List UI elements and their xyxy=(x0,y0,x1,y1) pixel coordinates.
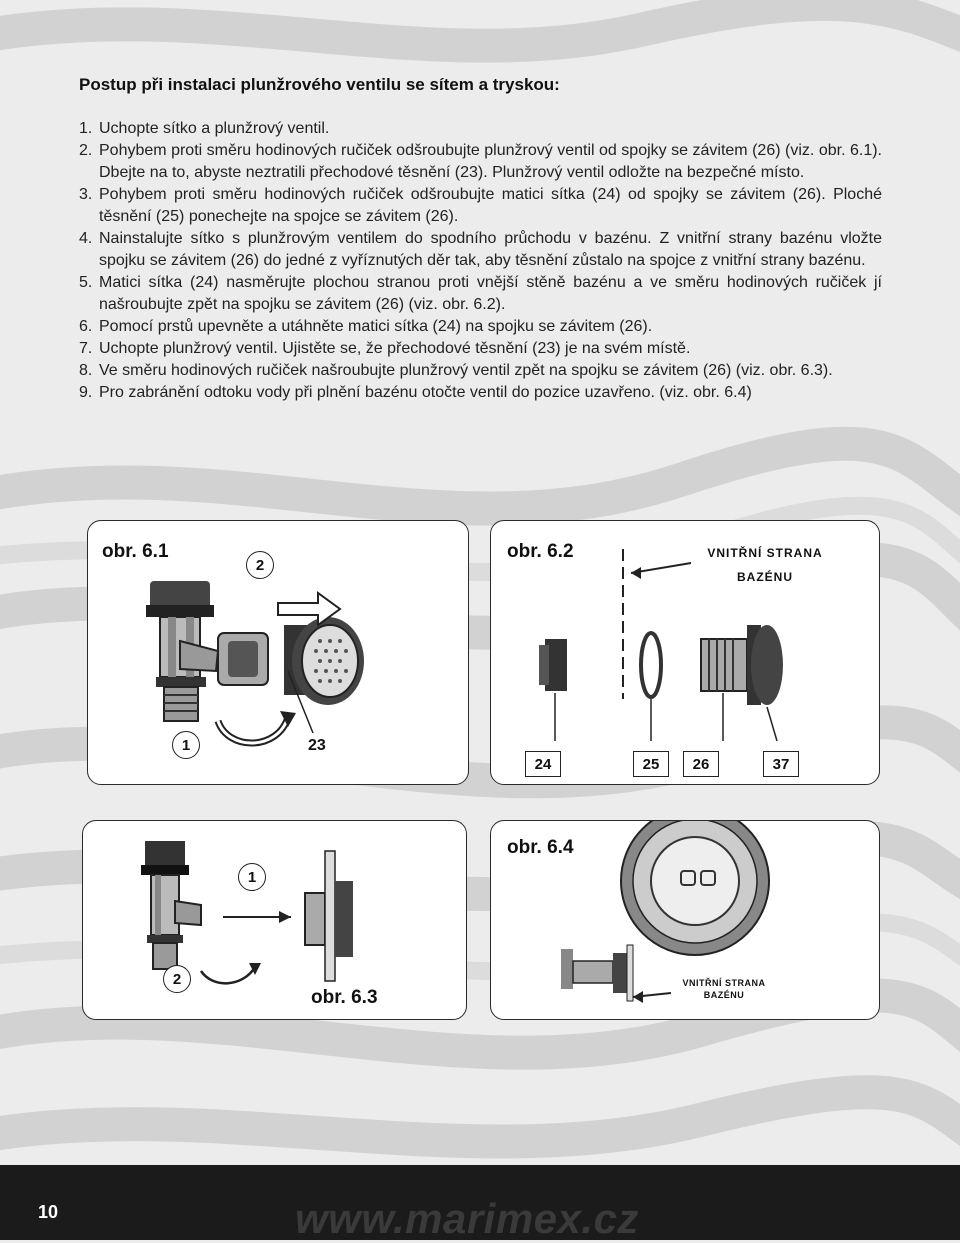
step-item: 2. Pohybem proti směru hodinových ručiček odšroubujte plunžrový ventil od spojky se závitem (26) (viz. obr. 6.1). Dbejte na to, abyste neztratili přechodové těsnění (23). Plunžrový ventil odložte na bezpečné místo. xyxy=(79,142,882,181)
figure-label: obr. 6.4 xyxy=(507,837,574,858)
part-number-box: 26 xyxy=(683,751,719,777)
pool-inner-side-label: VNITŘNÍ STRANA BAZÉNU xyxy=(707,546,823,584)
figure-label: obr. 6.1 xyxy=(102,541,169,562)
figure-label: obr. 6.2 xyxy=(507,541,574,562)
figure-6-1 xyxy=(87,520,469,785)
step-item: 9. Pro zabránění odtoku vody při plnění bazénu otočte ventil do pozice uzavřeno. (viz. obr. 6.4) xyxy=(79,384,752,401)
website-url: www.marimex.cz xyxy=(295,1195,639,1242)
part-number-box: 37 xyxy=(763,751,799,777)
part-number-box: 24 xyxy=(525,751,561,777)
page-footer xyxy=(0,1165,960,1240)
part-number: 23 xyxy=(308,737,326,754)
step-number-badge: 2 xyxy=(246,551,274,579)
step-number-badge: 2 xyxy=(163,965,191,993)
step-number-badge: 1 xyxy=(172,731,200,759)
step-item: 7. Uchopte plunžrový ventil. Ujistěte se, že přechodové těsnění (23) je na svém místě. xyxy=(79,340,691,357)
pool-inner-side-label: VNITŘNÍ STRANA BAZÉNU xyxy=(682,978,766,1000)
step-item: 1. Uchopte sítko a plunžrový ventil. xyxy=(79,120,330,137)
installation-steps xyxy=(79,118,882,404)
page-number: 10 xyxy=(38,1202,59,1222)
part-number-box: 25 xyxy=(633,751,669,777)
step-item: 8. Ve směru hodinových ručiček našroubujte plunžrový ventil zpět na spojku se závitem (26) (viz. obr. 6.3). xyxy=(79,362,833,379)
figure-6-4 xyxy=(490,820,880,1020)
valve-reattachment-illustration xyxy=(83,821,467,1020)
step-number-badge: 1 xyxy=(238,863,266,891)
step-item: 6. Pomocí prstů upevněte a utáhněte matici sítka (24) na spojku se závitem (26). xyxy=(79,318,653,335)
figure-6-2 xyxy=(490,520,880,785)
figure-6-3 xyxy=(82,820,467,1020)
figure-label: obr. 6.3 xyxy=(311,987,378,1008)
instructions-title: Postup při instalaci plunžrového ventilu se sítem a tryskou: xyxy=(79,75,560,94)
step-item: 4. Nainstalujte sítko s plunžrovým ventilem do spodního průchodu v bazénu. Z vnitřní strany bazénu vložte spojku se závitem (26) do jedné z vyříznutých děr tak, aby těsnění zůstalo na spojce z vnitřní strany bazénu. xyxy=(79,230,882,269)
step-item: 3. Pohybem proti směru hodinových ručiček odšroubujte matici sítka (24) od spojky se závitem (26). Ploché těsnění (25) ponechejte na spojce se závitem (26). xyxy=(79,186,882,225)
step-item: 5. Matici sítka (24) nasměrujte plochou stranou proti vnější stěně bazénu a ve směru hodinových ručiček jí našroubujte zpět na spojku se závitem (26) (viz. obr. 6.2). xyxy=(79,274,882,313)
